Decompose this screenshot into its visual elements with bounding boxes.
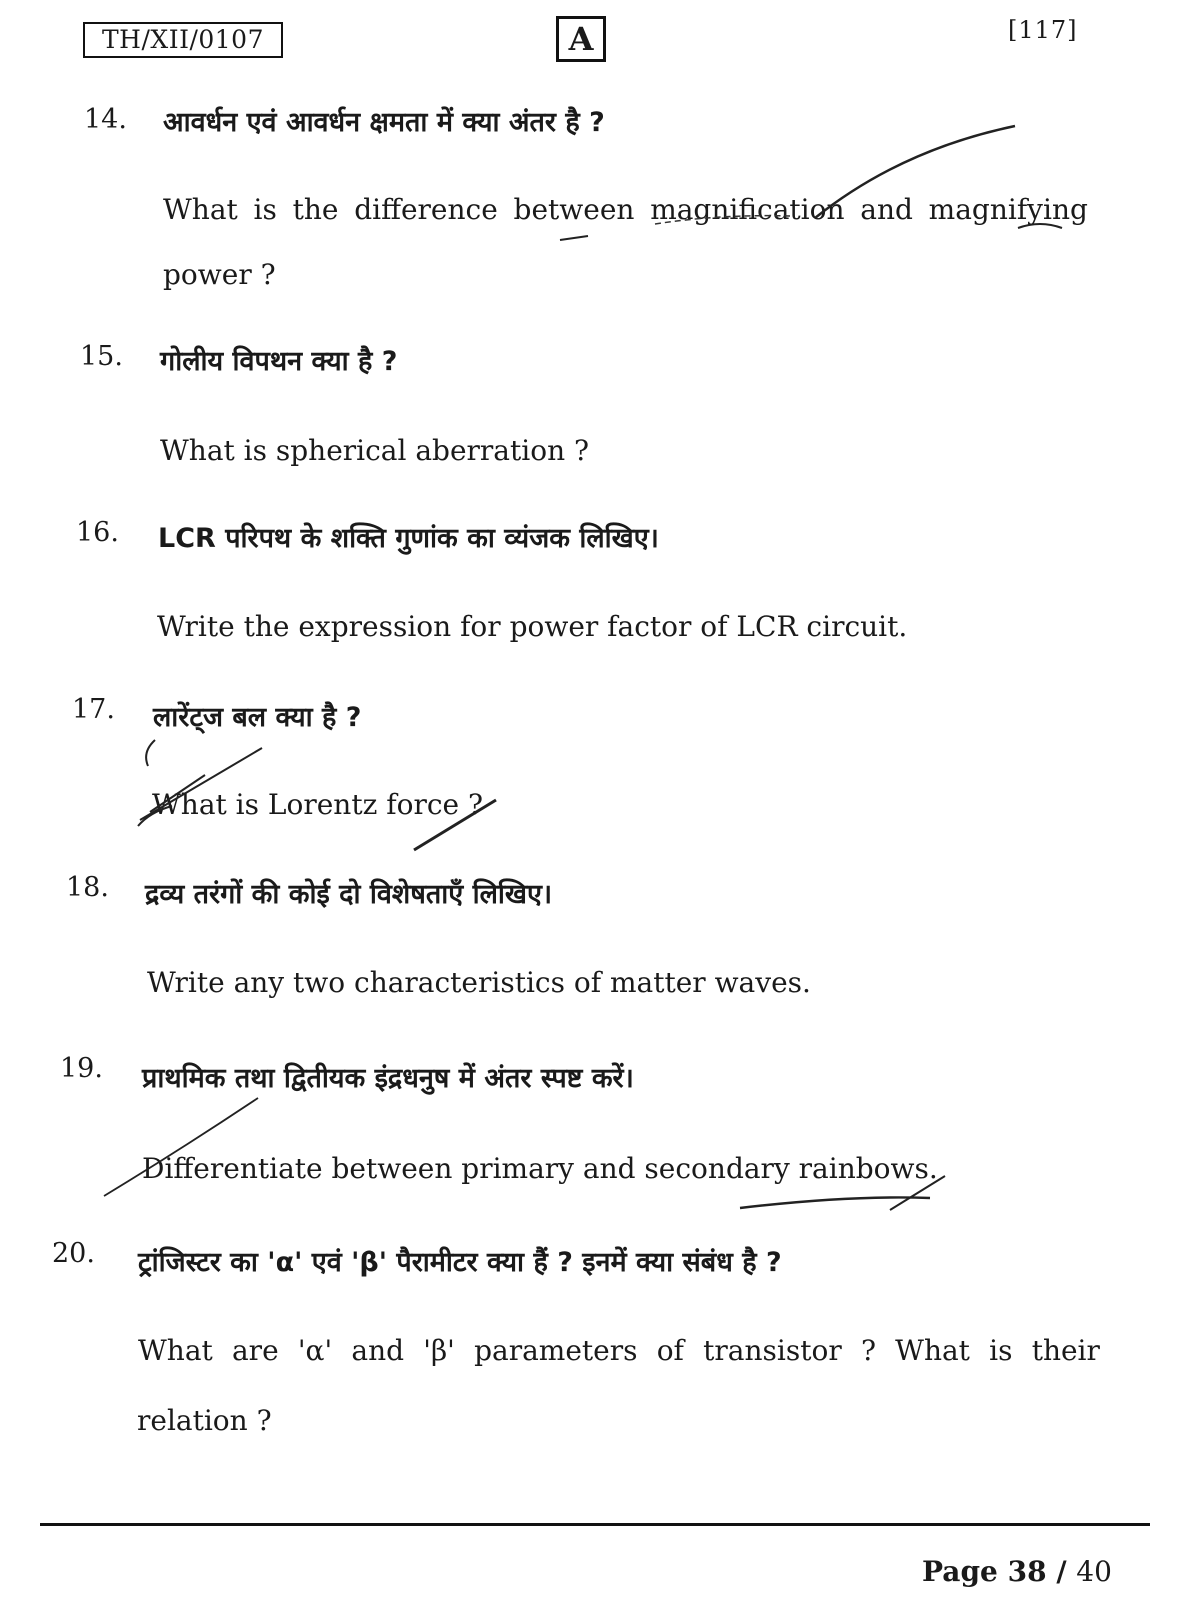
word: difference [354, 193, 498, 226]
question-18-hindi: द्रव्य तरंगों की कोई दो विशेषताएँ लिखिए। [145, 879, 553, 910]
question-20-english-line2: relation ? [137, 1404, 272, 1437]
pen-mark [740, 1197, 930, 1208]
word: is [253, 193, 277, 226]
word: and [351, 1334, 405, 1367]
word: the [292, 193, 339, 226]
question-16-number: 16. [76, 517, 119, 548]
page-footer [922, 1555, 1112, 1588]
question-18-number: 18. [66, 872, 109, 903]
word: What [138, 1334, 213, 1367]
question-19-number: 19. [60, 1053, 103, 1084]
question-14-number: 14. [84, 104, 127, 135]
question-16-english: Write the expression for power factor of LCR circuit. [157, 610, 908, 643]
question-17-hindi: लारेंट्ज बल क्या है ? [153, 702, 362, 733]
question-15-english: What is spherical aberration ? [160, 434, 590, 467]
page-total: 40 [1076, 1555, 1112, 1588]
question-16-hindi: LCR परिपथ के शक्ति गुणांक का व्यंजक लिखिए। [158, 523, 659, 554]
paper-code-box [83, 22, 283, 58]
word: 'β' [423, 1334, 455, 1367]
question-20-number: 20. [52, 1238, 95, 1269]
word: of [656, 1334, 684, 1367]
question-20-english-line1 [138, 1334, 1100, 1367]
question-15-number: 15. [80, 341, 123, 372]
bottom-rule [40, 1523, 1150, 1526]
word: ? [860, 1334, 876, 1367]
page-separator: / [1056, 1555, 1067, 1588]
question-14-hindi: आवर्धन एवं आवर्धन क्षमता में क्या अंतर है ? [163, 107, 605, 138]
page-label: Page 38 [922, 1555, 1047, 1588]
paper-code: TH/XII/0107 [102, 25, 264, 54]
page-code: [117] [1008, 16, 1078, 44]
word: their [1031, 1334, 1100, 1367]
question-19-english: Differentiate between primary and secondary rainbows. [142, 1152, 938, 1185]
question-14-english-line1 [163, 193, 1088, 226]
word: is [989, 1334, 1013, 1367]
question-15-hindi: गोलीय विपथन क्या है ? [160, 346, 398, 377]
question-18-english: Write any two characteristics of matter waves. [147, 966, 811, 999]
question-19-hindi: प्राथमिक तथा द्वितीयक इंद्रधनुष में अंतर स्पष्ट करें। [142, 1063, 634, 1094]
word: magnifying [928, 193, 1088, 226]
word: and [860, 193, 913, 226]
set-letter: A [568, 20, 594, 58]
word: 'α' [297, 1334, 333, 1367]
question-20-hindi: ट्रांजिस्टर का 'α' एवं 'β' पैरामीटर क्या हैं ? इनमें क्या संबंध है ? [138, 1247, 782, 1278]
word: What [163, 193, 238, 226]
word: parameters [474, 1334, 638, 1367]
word: transistor [703, 1334, 842, 1367]
word: are [231, 1334, 279, 1367]
question-14-english-line2: power ? [163, 258, 276, 291]
word: magnification [650, 193, 845, 226]
question-17-number: 17. [72, 694, 115, 725]
pen-mark [560, 236, 588, 240]
word: What [895, 1334, 970, 1367]
set-box [556, 16, 606, 62]
pen-mark [146, 740, 155, 766]
question-17-english: What is Lorentz force ? [152, 788, 483, 821]
word: between [513, 193, 635, 226]
